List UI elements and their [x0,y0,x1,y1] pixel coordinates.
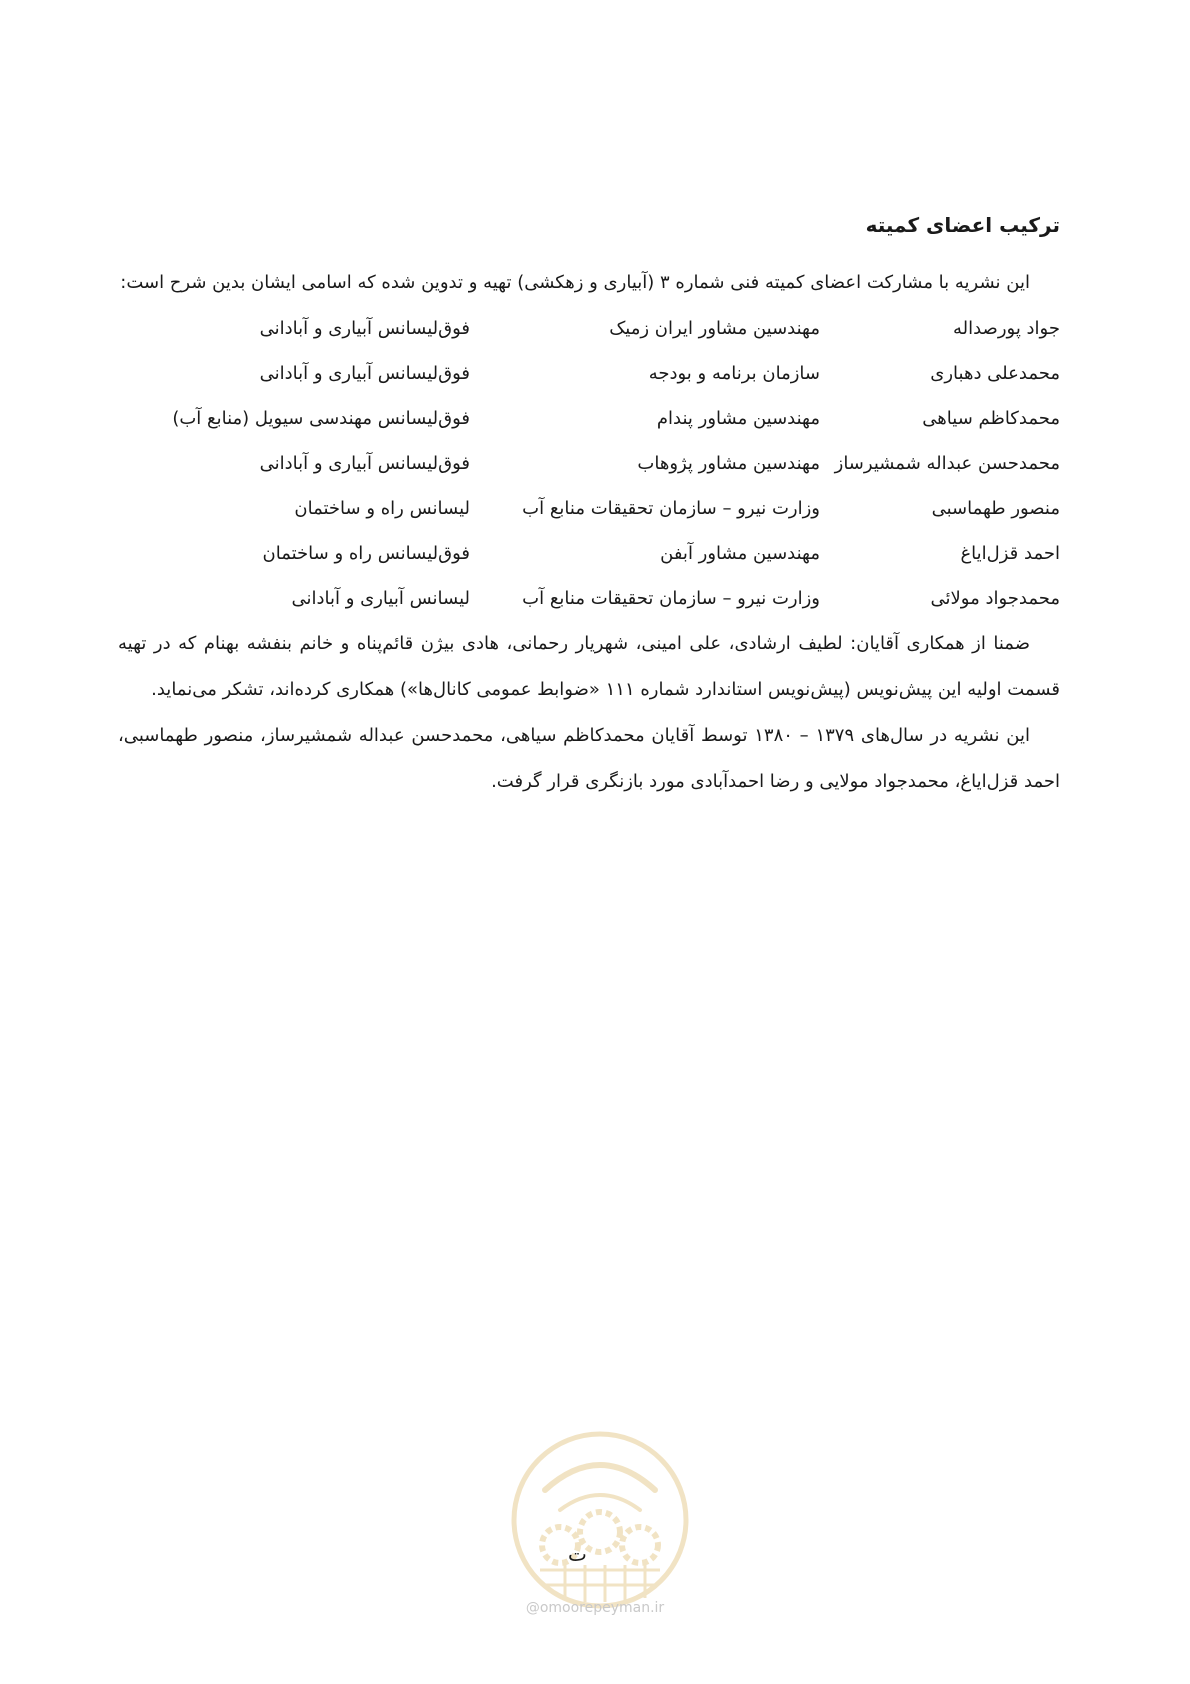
member-name: محمدعلی دهباری [930,363,1060,384]
page-number: ت [568,1542,587,1566]
member-degree: فوق‌لیسانس راه و ساختمان [262,543,470,564]
member-name: منصور طهماسبی [931,498,1060,519]
member-organization: مهندسین مشاور آبفن [660,543,820,564]
member-row [118,441,1060,486]
member-organization: وزارت نیرو – سازمان تحقیقات منابع آب [522,588,820,609]
member-row [118,396,1060,441]
member-degree: فوق‌لیسانس آبیاری و آبادانی [259,363,470,384]
member-name: احمد قزل‌ایاغ [960,543,1060,564]
watermark-site: @omoorepeyman.ir [525,1600,665,1616]
member-organization: مهندسین مشاور پندام [656,408,820,429]
member-degree: فوق‌لیسانس آبیاری و آبادانی [259,453,470,474]
intro-paragraph: این نشریه با مشارکت اعضای کمیته فنی شماره ۳ (آبیاری و زهکشی) تهیه و تدوین شده که اسامی ایشان بدین شرح است: [120,272,1030,293]
member-degree: فوق‌لیسانس مهندسی سیویل (منابع آب) [172,408,470,429]
member-degree: لیسانس راه و ساختمان [294,498,470,519]
page-content [118,212,1060,805]
member-name: محمدحسن عبداله شمشیرساز [834,453,1060,474]
member-organization: سازمان برنامه و بودجه [648,363,820,384]
watermark-logo-icon [505,1420,695,1630]
member-organization: وزارت نیرو – سازمان تحقیقات منابع آب [522,498,820,519]
member-name: جواد پورصداله [952,318,1060,339]
member-name: محمدکاظم سیاهی [922,408,1060,429]
member-row [118,576,1060,621]
member-degree: فوق‌لیسانس آبیاری و آبادانی [259,318,470,339]
member-row [118,531,1060,576]
member-organization: مهندسین مشاور ایران زمیک [609,318,820,339]
member-row [118,486,1060,531]
member-organization: مهندسین مشاور پژوهاب [637,453,820,474]
member-row [118,351,1060,396]
member-degree: لیسانس آبیاری و آبادانی [291,588,470,609]
member-row [118,306,1060,351]
review-paragraph: این نشریه در سال‌های ۱۳۷۹ – ۱۳۸۰ توسط آقایان محمدکاظم سیاهی، محمدحسن عبداله شمشیرساز، منصور طهماسبی، احمد قزل‌ایاغ، محمدجواد مولایی و رضا احمدآبادی مورد بازنگری قرار گرفت. [118,725,1060,792]
section-heading: ترکیب اعضای کمیته [865,213,1060,237]
collaboration-paragraph: ضمنا از همکاری آقایان: لطیف ارشادی، علی امینی، شهریار رحمانی، هادی بیژن قائم‌پناه و خانم بنفشه بهنام که در تهیه قسمت اولیه این پیش‌نویس (پیش‌نویس استاندارد شماره ۱۱۱ «ضوابط عمومی کانال‌ها») همکاری کرده‌اند، تشکر می‌نماید. [118,633,1060,700]
member-name: محمدجواد مولائی [930,588,1060,609]
members-table [118,306,1060,621]
